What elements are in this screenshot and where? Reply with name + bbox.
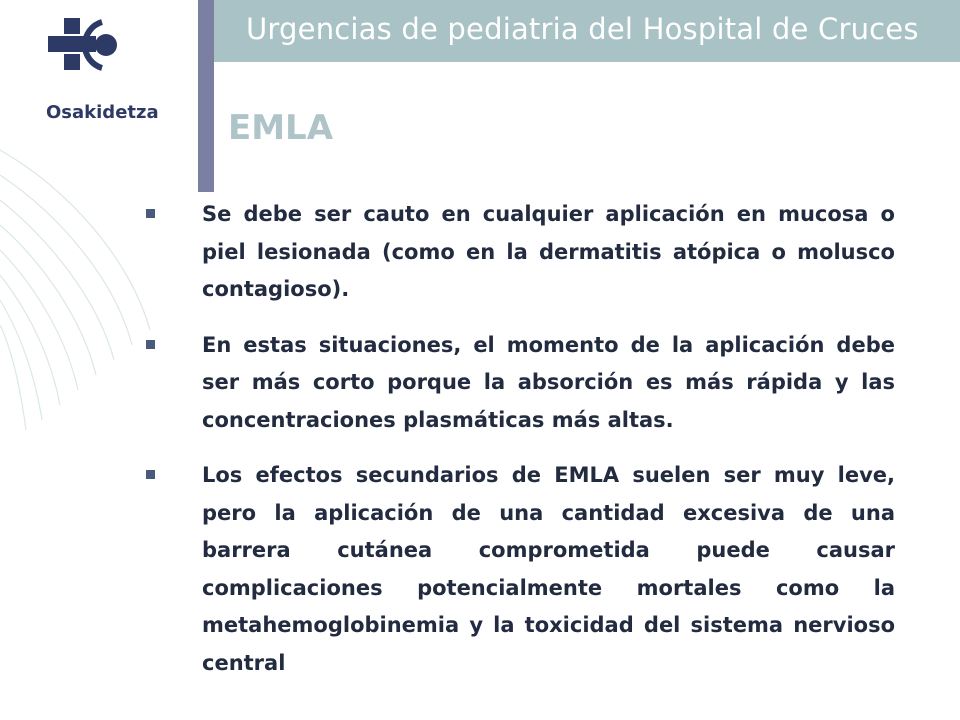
header-title: Urgencias de pediatria del Hospital de Cruces (246, 12, 919, 46)
square-bullet-icon (146, 470, 155, 479)
list-item (140, 457, 900, 682)
list-item (140, 196, 900, 309)
vertical-accent-bar (198, 0, 214, 192)
bullet-text: Los efectos secundarios de EMLA suelen ser muy leve, pero la aplicación de una cantidad excesiva de una barrera cutánea comprometida puede causar complicaciones potencialmente mortales como la metahemoglobinemia y la toxicidad del sistema nervioso central (202, 463, 895, 675)
bullet-list (140, 196, 900, 700)
bullet-text: Se debe ser cauto en cualquier aplicación en mucosa o piel lesionada (como en la dermatitis atópica o molusco contagioso). (202, 202, 895, 301)
square-bullet-icon (146, 209, 155, 218)
list-item (140, 327, 900, 440)
slide-title: EMLA (228, 108, 334, 148)
bullet-text: En estas situaciones, el momento de la aplicación debe ser más corto porque la absorción es más rápida y las concentraciones plasmáticas más altas. (202, 332, 895, 432)
square-bullet-icon (146, 340, 155, 349)
osakidetza-logo-text: Osakidetza (46, 102, 159, 123)
